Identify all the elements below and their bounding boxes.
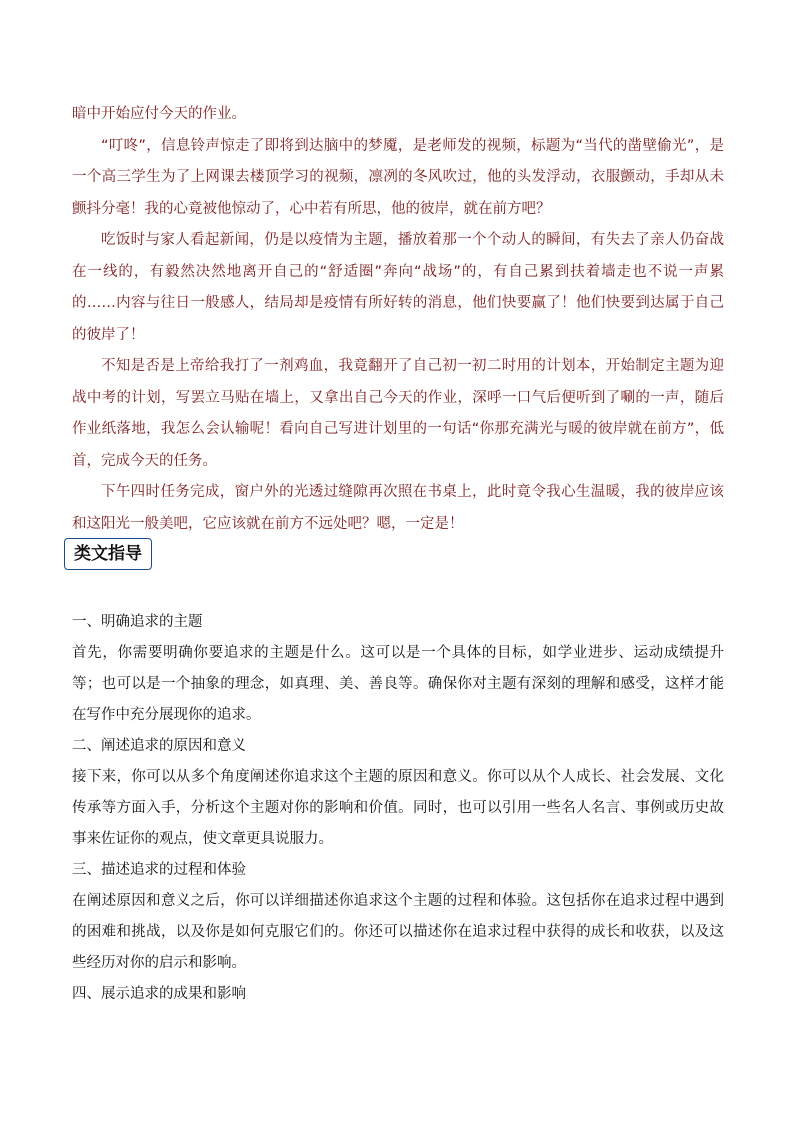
essay-paragraph: 吃饭时与家人看起新闻，仍是以疫情为主题，播放着那一个个动人的瞬间，有失去了亲人仍奋战在一线的，有毅然决然地离开自己的“舒适圈”奔向“战场”的，有自己累到扶着墙走也不说一声累的……内容与往日一般感人，结局却是疫情有所好转的消息，他们快要赢了！他们快要到达属于自己的彼岸了！: [72, 232, 724, 343]
guide-heading: 三、描述追求的过程和体验: [72, 862, 246, 878]
section-heading: 类文指导: [64, 538, 152, 570]
essay-paragraph: “叮咚”，信息铃声惊走了即将到达脑中的梦魇，是老师发的视频，标题为“当代的凿壁偷光”，是一个高三学生为了上网课去楼顶学习的视频，凛冽的冬风吹过，他的头发浮动，衣服颤动，手却从未颤抖分毫！我的心竟被他惊动了，心中若有所思，他的彼岸，就在前方吧？: [72, 137, 724, 217]
essay-paragraph: 暗中开始应付今天的作业。: [72, 106, 246, 122]
essay-paragraph: 不知是否是上帝给我打了一剂鸡血，我竟翻开了自己初一初二时用的计划本，开始制定主题为迎战中考的计划，写罢立马贴在墙上，又拿出自己今天的作业，深呼一口气后便听到了唰的一声，随后作业纸落地，我怎么会认输呢！看向自己写进计划里的一句话“你那充满光与暖的彼岸就在前方”，低首，完成今天的任务。: [72, 358, 724, 469]
writing-guide: [72, 607, 724, 1010]
guide-heading: 四、展示追求的成果和影响: [72, 986, 246, 1002]
guide-text: 接下来，你可以从多个角度阐述你追求这个主题的原因和意义。你可以从个人成长、社会发展、文化传承等方面入手，分析这个主题对你的影响和价值。同时，也可以引用一些名人名言、事例或历史故事来佐证你的观点，使文章更具说服力。: [72, 769, 724, 847]
essay-paragraph: 下午四时任务完成，窗户外的光透过缝隙再次照在书桌上，此时竟令我心生温暖，我的彼岸应该和这阳光一般美吧，它应该就在前方不远处吧？嗯，一定是！: [72, 484, 724, 532]
guide-heading: 二、阐述追求的原因和意义: [72, 738, 246, 754]
guide-text: 首先，你需要明确你要追求的主题是什么。这可以是一个具体的目标，如学业进步、运动成绩提升等；也可以是一个抽象的理念，如真理、美、善良等。确保你对主题有深刻的理解和感受，这样才能在写作中充分展现你的追求。: [72, 645, 724, 723]
guide-heading: 一、明确追求的主题: [72, 614, 203, 630]
guide-text: 在阐述原因和意义之后，你可以详细描述你追求这个主题的过程和体验。这包括你在追求过程中遇到的困难和挑战，以及你是如何克服它们的。你还可以描述你在追求过程中获得的成长和收获，以及这些经历对你的启示和影响。: [72, 893, 724, 971]
model-essay: [72, 99, 724, 540]
